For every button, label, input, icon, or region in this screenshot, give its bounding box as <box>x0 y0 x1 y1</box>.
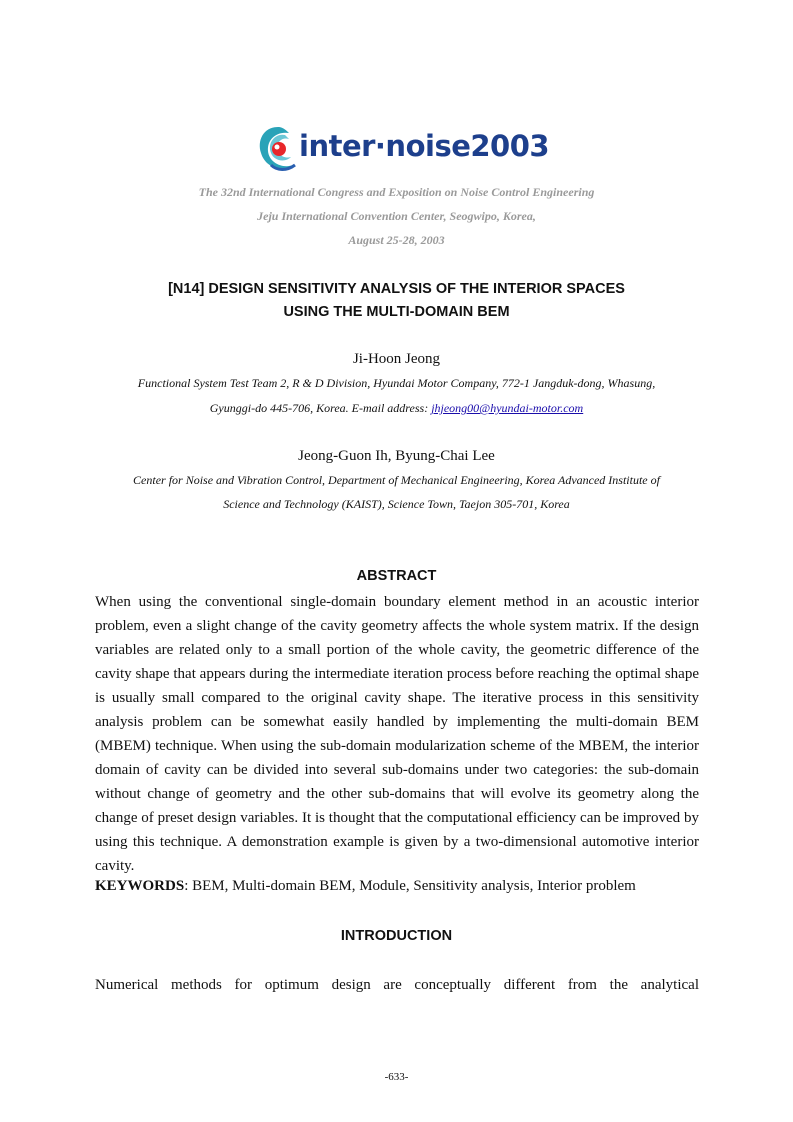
page-number: -633- <box>384 1071 409 1083</box>
conference-venue: Jeju International Convention Center, Seogwipo, Korea, <box>257 209 536 223</box>
conference-date: August 25-28, 2003 <box>348 233 445 247</box>
swirl-logo-icon <box>255 121 301 177</box>
logo-wordmark: inter·noise2003 <box>299 129 550 163</box>
author-affiliation-2-line2: Science and Technology (KAIST), Science Town, Taejon 305-701, Korea <box>223 497 570 511</box>
affiliation-text: Gyunggi-do 445-706, Korea. E-mail address: <box>209 401 432 415</box>
author-name-1: Ji-Hoon Jeong <box>352 351 441 367</box>
author-affiliation-2-line1: Center for Noise and Vibration Control, Department of Mechanical Engineering, Korea Advanced Institute of <box>133 473 660 487</box>
paper-title-line2: USING THE MULTI-DOMAIN BEM <box>283 304 510 320</box>
author-affiliation-1-line2 <box>0 401 793 416</box>
conference-name: The 32nd International Congress and Exposition on Noise Control Engineering <box>198 185 595 199</box>
author-email-link[interactable]: jhjeong00@hyundai-motor.com <box>431 401 584 415</box>
keywords-line <box>95 878 699 895</box>
abstract-body: When using the conventional single-domain boundary element method in an acoustic interior problem, even a slight change of the cavity geometry affects the whole system matrix. If the design variables are related only to a small portion of the whole cavity, the geometric difference of the cavity shape that appears during the intermediate iteration process before reaching the optimal shape is usually small compared to the original cavity shape. The iterative process in this sensitivity analysis problem can be somewhat easily handled by implementing the multi-domain BEM (MBEM) technique. When using the sub-domain modularization scheme of the MBEM, the interior domain of cavity can be divided into several sub-domains under two categories: the sub-domain without change of geometry and the other sub-domains that will evolve its geometry along the change of preset design variables. It is thought that the computational efficiency can be improved by using this technique. A demonstration example is given by a two-dimensional automotive interior cavity. <box>95 594 699 874</box>
paper-title-line1: [N14] DESIGN SENSITIVITY ANALYSIS OF THE INTERIOR SPACES <box>168 281 625 297</box>
keywords-label: KEYWORDS <box>95 878 185 894</box>
introduction-heading: INTRODUCTION <box>340 928 453 944</box>
abstract-heading: ABSTRACT <box>356 568 437 584</box>
conference-logo <box>255 121 550 177</box>
author-names-2: Jeong-Guon Ih, Byung-Chai Lee <box>298 448 495 464</box>
keywords-list: : BEM, Multi-domain BEM, Module, Sensitivity analysis, Interior problem <box>184 878 636 894</box>
introduction-body: Numerical methods for optimum design are conceptually different from the analytical <box>95 977 699 993</box>
author-affiliation-1-line1: Functional System Test Team 2, R & D Division, Hyundai Motor Company, 772-1 Jangduk-dong, Whasung, <box>137 376 656 390</box>
